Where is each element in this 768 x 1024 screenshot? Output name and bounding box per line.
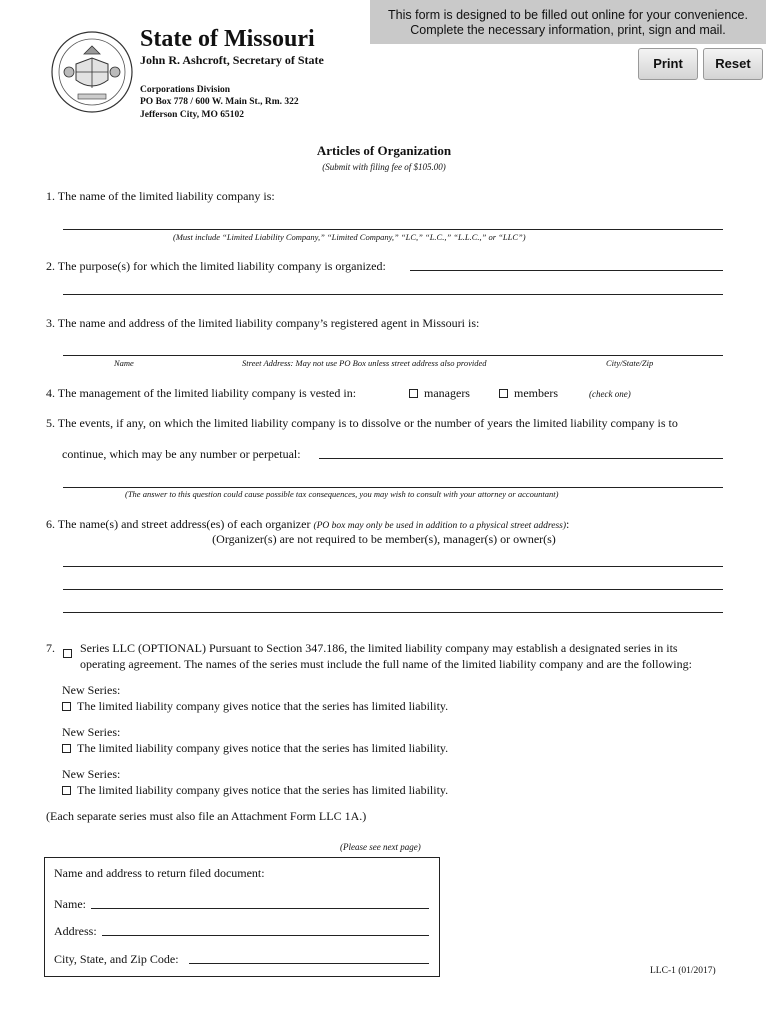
division-name: Corporations Division [140,85,230,95]
return-box-title: Name and address to return filed document: [54,866,265,880]
mailing-address: PO Box 778 / 600 W. Main St., Rm. 322 [140,97,299,107]
managers-option[interactable] [409,386,470,401]
series-llc-checkbox[interactable] [63,649,72,658]
q4-label: 4. The management of the limited liability company is vested in: [46,386,357,400]
q6-label-text: 6. The name(s) and street address(es) of each organizer [46,517,311,531]
return-name-field[interactable] [91,908,429,909]
series-notice-row[interactable] [62,783,448,798]
dissolution-field-line-2[interactable] [63,487,723,488]
members-option[interactable] [499,386,558,401]
series-notice-text: The limited liability company gives notice that the series has limited liability. [77,699,449,713]
managers-label: managers [424,386,470,400]
members-checkbox[interactable] [499,389,508,398]
see-next-page-note: (Please see next page) [340,842,421,852]
form-title: Articles of Organization [316,143,452,158]
purpose-field-line-1[interactable] [410,270,723,271]
return-address-field[interactable] [102,935,429,936]
return-city-label: City, State, and Zip Code: [54,952,179,966]
notice-line-1: This form is designed to be filled out online for your convenience. [388,8,748,22]
q7-line-2: operating agreement. The names of the series must include the full name of the limited liability company and are the following: [80,657,692,671]
registered-agent-field[interactable] [63,355,723,356]
return-address-label: Address: [54,924,97,938]
purpose-field-line-2[interactable] [63,294,723,295]
series-notice-row[interactable] [62,741,448,756]
agent-street-caption: Street Address: May not use PO Box unless street address also provided [242,358,487,368]
q6-po-box-note: (PO box may only be used in addition to a physical street address) [313,521,567,531]
new-series-label: New Series: [62,683,121,697]
form-id: LLC-1 (01/2017) [650,966,716,976]
reset-button[interactable]: Reset [703,48,763,80]
new-series-label: New Series: [62,725,121,739]
filing-fee-note: (Submit with filing fee of $105.00) [322,162,446,172]
managers-checkbox[interactable] [409,389,418,398]
new-series-label: New Series: [62,767,121,781]
q7-line-1: Series LLC (OPTIONAL) Pursuant to Section 347.186, the limited liability company may establish a designated series in its [80,641,678,655]
llc-name-field[interactable] [63,229,723,230]
notice-line-2: Complete the necessary information, print, sign and mail. [410,23,726,37]
agent-name-caption: Name [114,358,134,368]
q5-tax-note: (The answer to this question could cause possible tax consequences, you may wish to consult with your attorney or accountant) [125,489,559,499]
state-title: State of Missouri [140,26,315,52]
series-notice-checkbox[interactable] [62,786,71,795]
series-notice-text: The limited liability company gives notice that the series has limited liability. [77,741,449,755]
q6-label-colon: : [566,517,570,531]
q7-number: 7. [46,641,55,655]
q1-name-note: (Must include “Limited Liability Company,” “Limited Company,” “LC,” “L.C.,” “L.L.C.,” or “LLC”) [173,232,526,242]
q6-label [46,517,569,532]
q1-label: 1. The name of the limited liability company is: [46,189,275,203]
secretary-of-state: John R. Ashcroft, Secretary of State [140,53,324,67]
series-notice-checkbox[interactable] [62,744,71,753]
city-address: Jefferson City, MO 65102 [140,110,244,120]
series-notice-text: The limited liability company gives notice that the series has limited liability. [77,783,449,797]
members-label: members [514,386,558,400]
series-notice-row[interactable] [62,699,448,714]
organizer-field-line-3[interactable] [63,612,723,613]
q3-label: 3. The name and address of the limited liability company’s registered agent in Missouri is: [46,316,480,330]
q5-label-line-1: 5. The events, if any, on which the limited liability company is to dissolve or the number of years the limited liability company is to [46,416,678,430]
dissolution-field-line-1[interactable] [319,458,723,459]
q5-label-line-2: continue, which may be any number or perpetual: [62,447,301,461]
return-name-label: Name: [54,897,86,911]
agent-city-caption: City/State/Zip [606,358,654,368]
online-form-notice [370,0,766,44]
check-one-note: (check one) [589,389,631,399]
series-notice-checkbox[interactable] [62,702,71,711]
q2-label: 2. The purpose(s) for which the limited liability company is organized: [46,259,386,273]
organizer-field-line-2[interactable] [63,589,723,590]
state-seal-icon [50,30,134,114]
q6-organizer-note: (Organizer(s) are not required to be member(s), manager(s) or owner(s) [212,532,556,546]
print-button[interactable]: Print [638,48,698,80]
return-city-field[interactable] [189,963,429,964]
attachment-note: (Each separate series must also file an Attachment Form LLC 1A.) [46,809,367,823]
organizer-field-line-1[interactable] [63,566,723,567]
